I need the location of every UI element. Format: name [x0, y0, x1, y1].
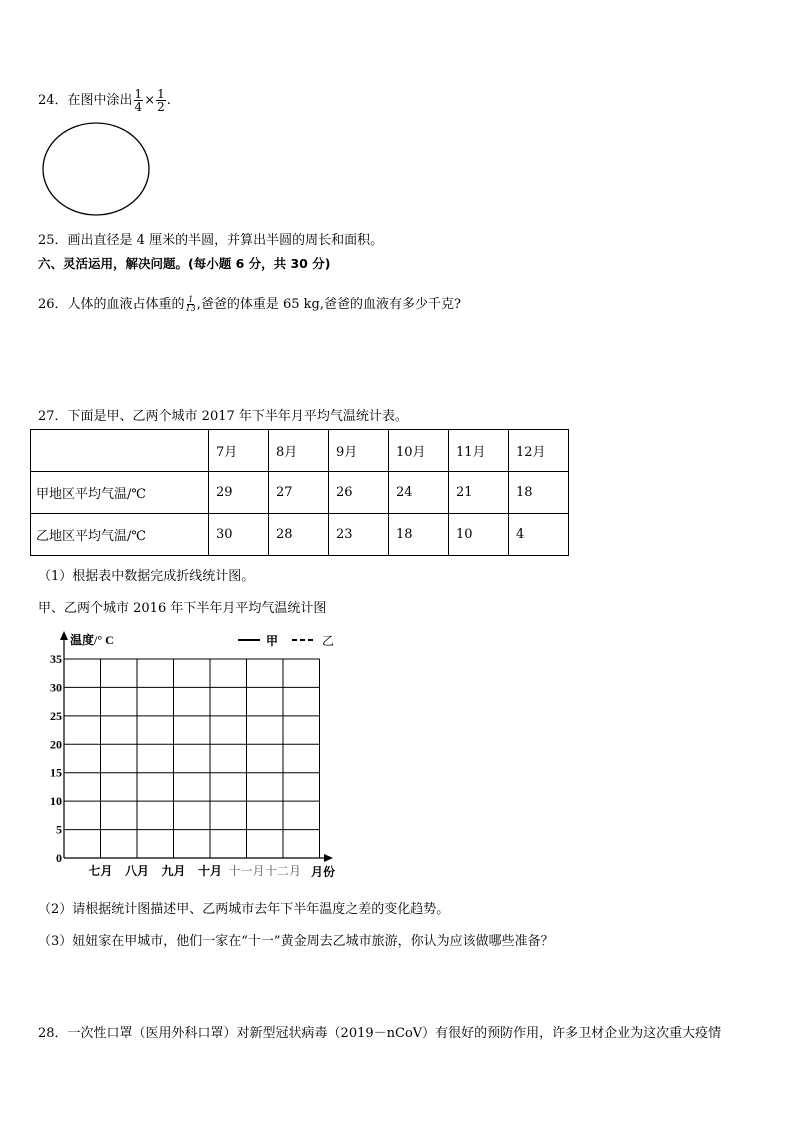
x-tick-label: 七月: [88, 864, 113, 878]
y-tick-label: 0: [56, 851, 62, 865]
question-28: 28．一次性口罩（医用外科口罩）对新型冠状病毒（2019－nCoV）有很好的预防作用，许多卫材企业为这次重大疫情: [38, 1026, 722, 1041]
question-27-sub2: （2）请根据统计图描述甲、乙两城市去年下半年温度之差的变化趋势。: [38, 902, 450, 917]
x-axis-arrow: [324, 854, 333, 862]
y-tick-label: 35: [50, 652, 62, 666]
table-header-cell: 9月: [329, 430, 389, 472]
row-label: 甲地区平均气温/℃: [31, 472, 209, 514]
y-tick-label: 15: [50, 765, 62, 780]
table-cell: 23: [329, 514, 389, 556]
table-cell: [31, 430, 209, 472]
y-axis-arrow: [60, 631, 68, 640]
x-tick-label: 九月: [161, 864, 186, 878]
table-header-cell: 11月: [449, 430, 509, 472]
x-tick-label: 八月: [124, 864, 150, 878]
table-cell: 28: [269, 514, 329, 556]
fraction-one-quarter: $\frac{1}{4}$: [134, 87, 143, 114]
table-cell: 18: [509, 472, 569, 514]
question-26: 26．人体的血液占体重的 $\frac{1}{13}$ ,爸爸的体重是 65 kg,爸爸的血液有多少千克?: [38, 295, 461, 313]
table-cell: 10: [449, 514, 509, 556]
table-header-row: [31, 430, 569, 472]
table-header-cell: 12月: [509, 430, 569, 472]
table-cell: 18: [389, 514, 449, 556]
legend-label: 甲: [266, 634, 279, 648]
table-header-cell: 7月: [209, 430, 269, 472]
fraction-one-thirteenth: $\frac{1}{13}$: [185, 295, 196, 313]
table-cell: 29: [209, 472, 269, 514]
legend-label: 乙: [322, 634, 335, 648]
table-cell: 27: [269, 472, 329, 514]
question-27-sub3: （3）妞妞家在甲城市，他们一家在“十一”黄金周去乙城市旅游，你认为应该做哪些准备？: [38, 934, 554, 949]
y-tick-label: 25: [50, 708, 62, 723]
table-cell: 4: [509, 514, 569, 556]
row-label: 乙地区平均气温/℃: [31, 514, 209, 556]
table-header-cell: 10月: [389, 430, 449, 472]
y-tick-label: 20: [50, 737, 62, 752]
x-axis-label: 月份: [310, 865, 336, 879]
table-row: [31, 472, 569, 514]
table-cell: 26: [329, 472, 389, 514]
fraction-one-half: $\frac{1}{2}$: [157, 87, 165, 114]
chart-title: 甲、乙两个城市 2016 年下半年月平均气温统计图: [38, 601, 327, 616]
table-row: [31, 514, 569, 556]
y-axis-label: 温度/° C: [70, 633, 114, 647]
question-25: 25．画出直径是 4 厘米的半圆，并算出半圆的周长和面积。: [38, 233, 384, 248]
y-tick-label: 5: [56, 822, 62, 837]
section-six-heading: 六、灵活运用，解决问题。(每小题 6 分，共 30 分): [38, 256, 331, 271]
y-tick-label: 10: [50, 794, 62, 809]
table-cell: 24: [389, 472, 449, 514]
temperature-table: [30, 429, 569, 556]
y-tick-label: 30: [50, 680, 62, 695]
x-tick-label: 十月: [197, 864, 223, 878]
table-cell: 21: [449, 472, 509, 514]
question-27-sub1: （1）根据表中数据完成折线统计图。: [38, 569, 255, 584]
question-24: 24．在图中涂出 $\frac{1}{4}$ × $\frac{1}{2}$ .: [38, 87, 171, 114]
circle-figure: [40, 121, 152, 219]
x-tick-label: 十一月: [228, 864, 265, 878]
question-27-intro: 27．下面是甲、乙两个城市 2017 年下半年月平均气温统计表。: [38, 409, 408, 424]
x-tick-label: 十二月: [264, 864, 302, 878]
question-24-text: 24．在图中涂出: [38, 93, 133, 108]
table-cell: 30: [209, 514, 269, 556]
table-header-cell: 8月: [269, 430, 329, 472]
